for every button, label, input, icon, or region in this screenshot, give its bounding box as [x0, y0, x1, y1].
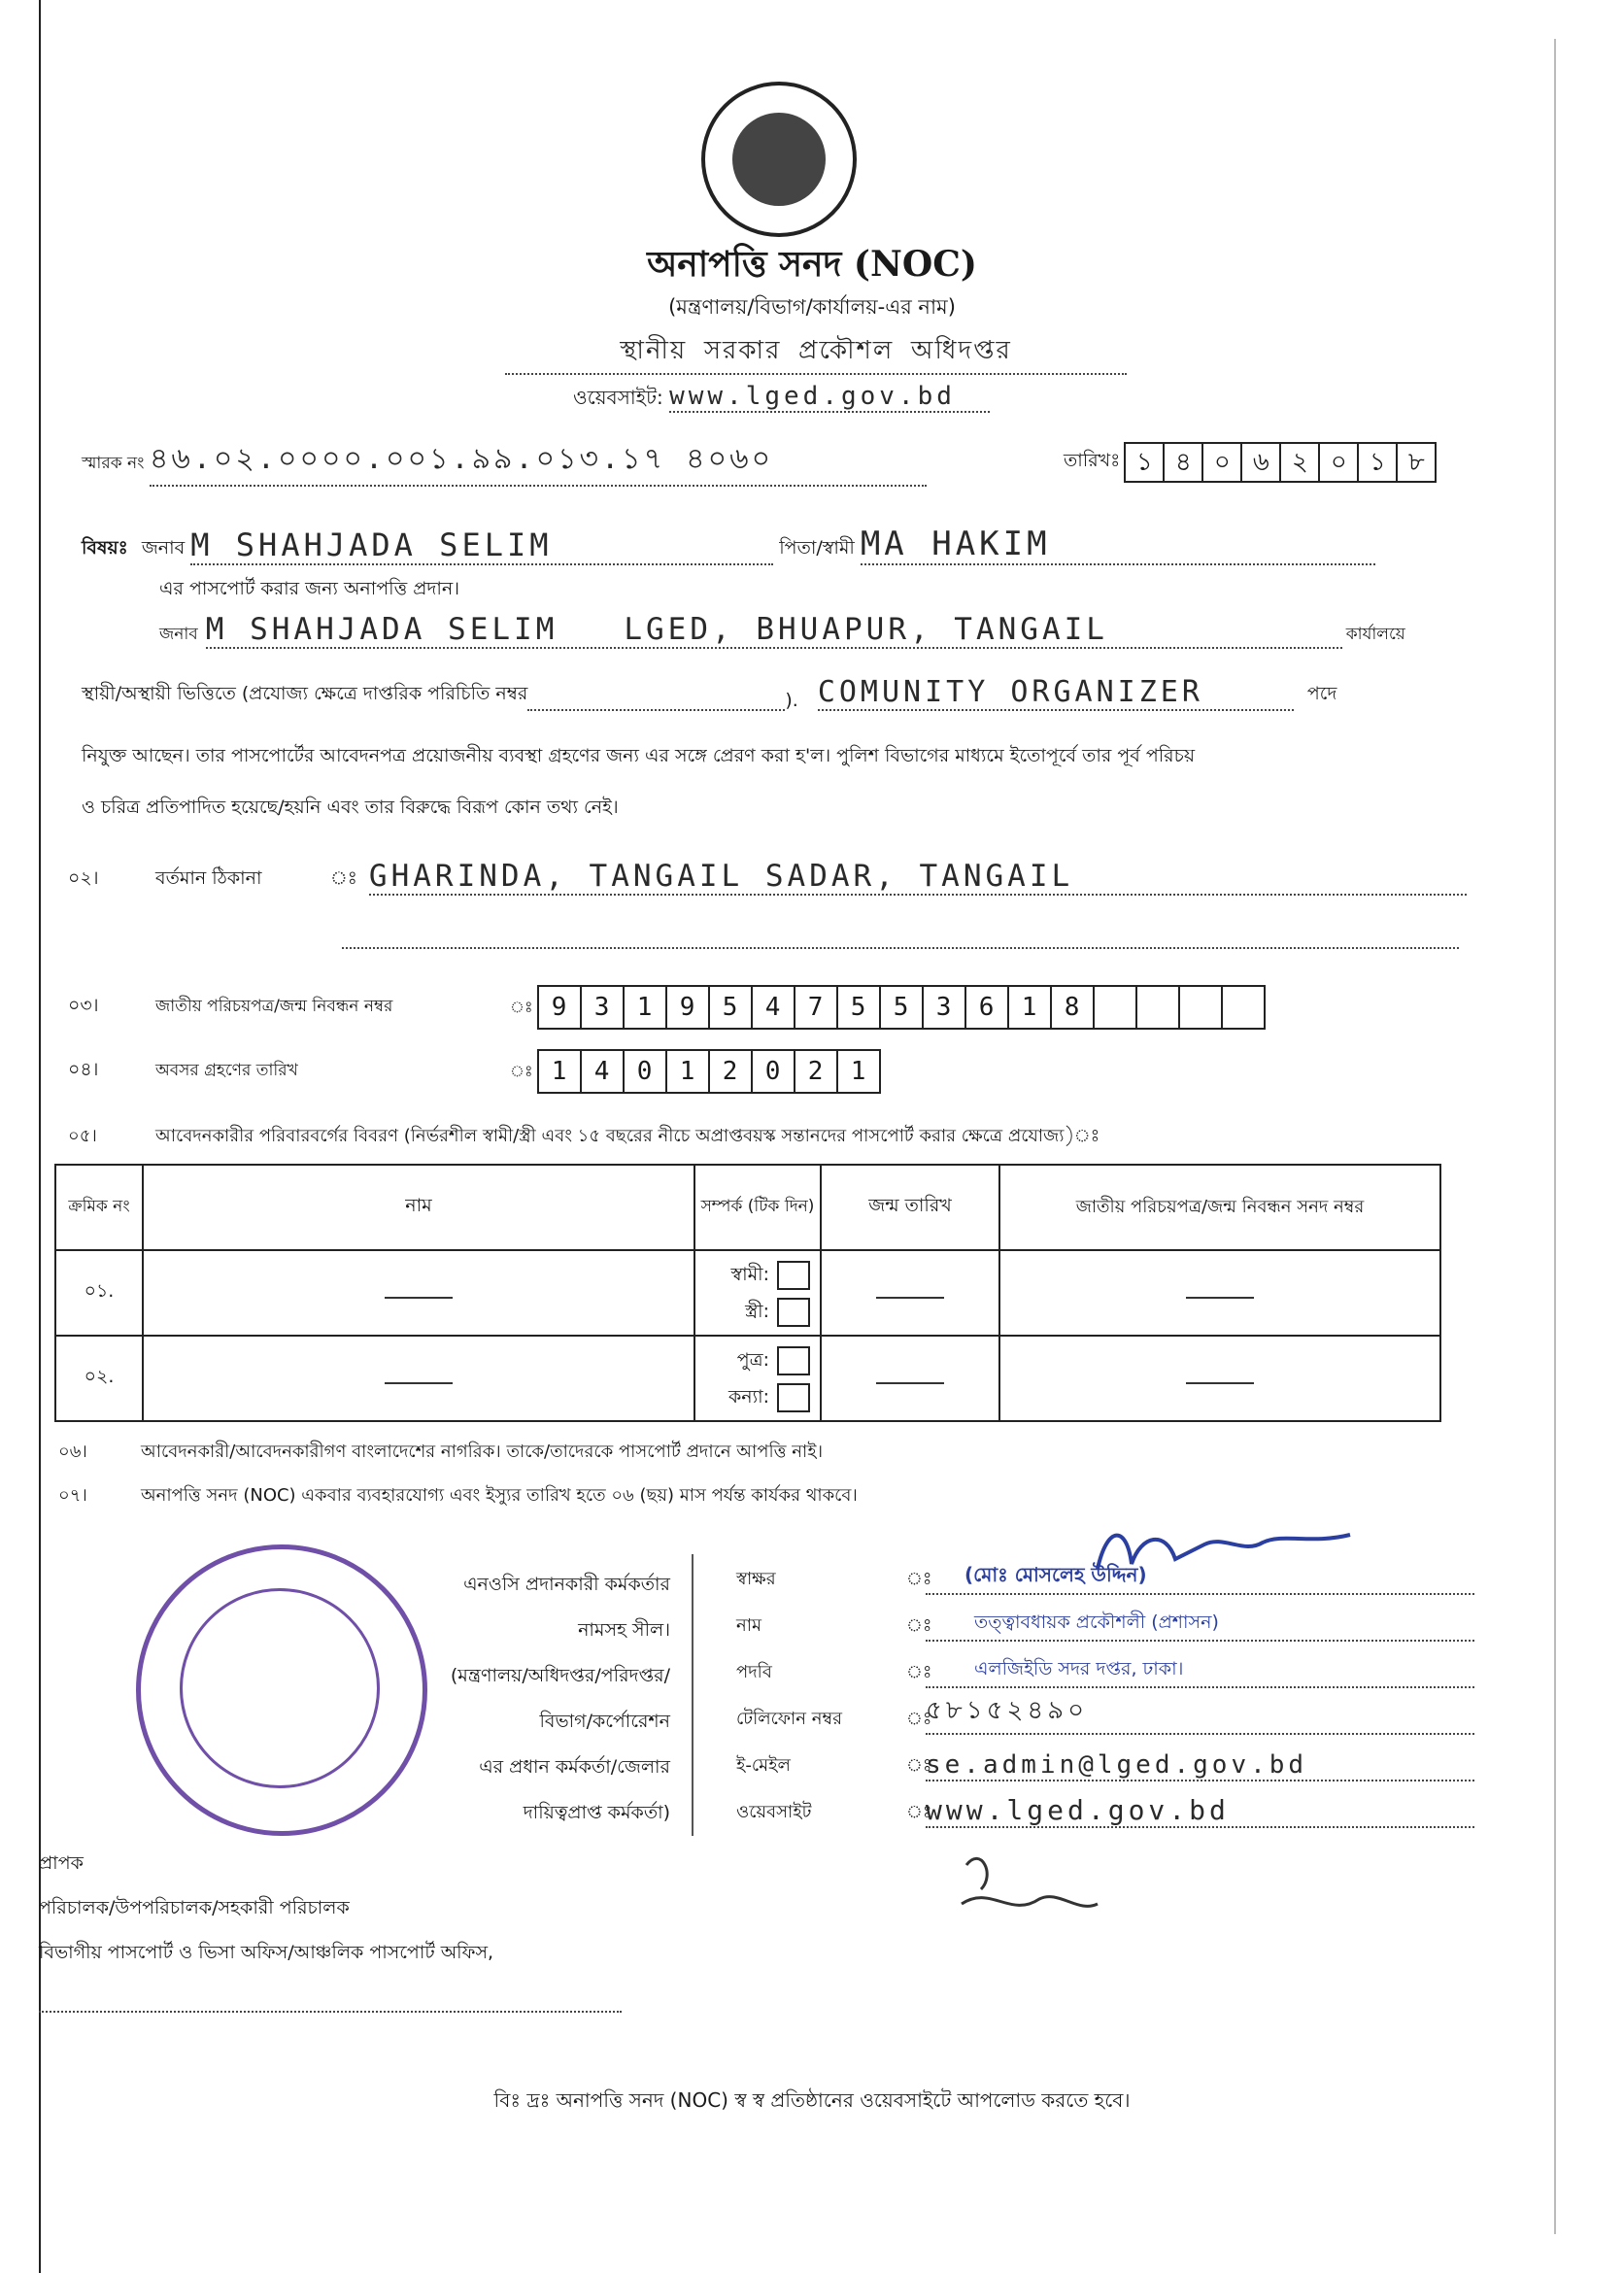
- retirement-digit-box: 1: [537, 1049, 582, 1094]
- field-label: ই-মেইল: [736, 1755, 791, 1776]
- empty-dash: [876, 1297, 944, 1299]
- item-04-row: [68, 1049, 881, 1094]
- recipient-block: [39, 1841, 493, 1975]
- field-value: se.admin@lged.gov.bd: [926, 1750, 1474, 1781]
- nid-digit-box: [1093, 985, 1137, 1030]
- item-03-colon: ঃ: [510, 997, 533, 1016]
- recipient-label: প্রাপক: [39, 1852, 84, 1874]
- col-name-header: নাম: [143, 1165, 694, 1250]
- item-07-text: অনাপত্তি সনদ (NOC) একবার ব্যবহারযোগ্য এবং ইস্যুর তারিখ হতে ০৬ (ছয়) মাস পর্যন্ত কার্যকর থাকবে।: [141, 1485, 858, 1506]
- item-05-number: ০৫।: [68, 1126, 97, 1146]
- retirement-digit-box: 2: [708, 1049, 753, 1094]
- signatory-line: এনওসি প্রদানকারী কর্মকর্তার: [463, 1574, 670, 1595]
- date-digit-box: ৮: [1396, 442, 1437, 483]
- nid-digit-box: 5: [879, 985, 924, 1030]
- wife-checkbox[interactable]: [777, 1298, 810, 1327]
- document-title: অনাপত্তি সনদ (NOC): [647, 244, 977, 285]
- nid-digit-box: 1: [1007, 985, 1052, 1030]
- retirement-digit-box: 4: [580, 1049, 625, 1094]
- retirement-digit-box: 1: [665, 1049, 710, 1094]
- item-05-label: আবেদনকারীর পরিবারবর্গের বিবরণ (নির্ভরশীল স্বামী/স্ত্রী এবং ১৫ বছরের নীচে অপ্রাপ্তবয়স্ক সন্তানদের পাসপোর্ট করার ক্ষেত্রে প্রযোজ্য)ঃ: [155, 1126, 1100, 1146]
- designation-row: পদবি ঃ এলজিইডি সদর দপ্তর, ঢাকা।: [736, 1642, 1474, 1688]
- body-name-office: M SHAHJADA SELIM LGED, BHUAPUR, TANGAIL: [206, 612, 1342, 649]
- signatory-caption: [389, 1562, 670, 1836]
- field-label: নাম: [736, 1615, 761, 1636]
- footer-note: বিঃ দ্রঃ অনাপত্তি সনদ (NOC) স্ব স্ব প্রতিষ্ঠানের ওয়েবসাইটে আপলোড করতে হবে।: [493, 2088, 1131, 2112]
- nid-digit-box: 5: [836, 985, 881, 1030]
- relation-wife-label: স্ত্রী:: [745, 1301, 769, 1322]
- nid-digit-box: 9: [665, 985, 710, 1030]
- item-02-colon: ঃ: [330, 867, 357, 889]
- daughter-checkbox[interactable]: [777, 1383, 810, 1412]
- government-seal-icon: [701, 82, 857, 237]
- signatory-fields: [736, 1548, 1474, 1828]
- relation-son-label: পুত্র:: [736, 1349, 769, 1371]
- retirement-digit-box: 2: [794, 1049, 838, 1094]
- item-04-number: ০৪।: [68, 1059, 99, 1080]
- subject-row: [82, 525, 1375, 565]
- item-04-colon: ঃ: [510, 1061, 533, 1080]
- husband-checkbox[interactable]: [777, 1261, 810, 1290]
- relation-husband-label: স্বামী:: [730, 1264, 769, 1285]
- office-name-handwritten: স্থানীয় সরকার প্রকৌশল অধিদপ্তর: [505, 330, 1127, 375]
- subject-line2: এর পাসপোর্ট করার জন্য অনাপত্তি প্রদান।: [159, 578, 460, 599]
- website-row: [573, 382, 990, 416]
- nid-boxes: [539, 985, 1266, 1030]
- body-mr: জনাব: [159, 625, 198, 644]
- nid-digit-box: 8: [1050, 985, 1095, 1030]
- item-03-row: [68, 985, 1266, 1030]
- field-value: (মোঃ মোসলেহ উদ্দিন): [926, 1561, 1474, 1595]
- item-03-label: জাতীয় পরিচয়পত্র/জন্ম নিবন্ধন নম্বর: [155, 997, 393, 1016]
- office-suffix: কার্যালয়ে: [1345, 625, 1405, 644]
- signatory-line: (মন্ত্রণালয়/অধিদপ্তর/পরিদপ্তর/: [450, 1665, 670, 1686]
- row-serial: ০২.: [55, 1336, 143, 1421]
- basis-number-blank: [527, 709, 785, 711]
- row-serial: ০১.: [55, 1250, 143, 1336]
- signature-row: স্বাক্ষর ঃ (মোঃ মোসলেহ উদ্দিন): [736, 1548, 1474, 1595]
- item-02-blank-line: [342, 947, 1459, 949]
- nid-digit-box: 9: [537, 985, 582, 1030]
- date-digit-box: ১: [1124, 442, 1165, 483]
- signatory-line: বিভাগ/কর্পোরেশন: [539, 1711, 670, 1732]
- body-paragraph-2: ও চরিত্র প্রতিপাদিত হয়েছে/হয়নি এবং তার বিরুদ্ধে বিরূপ কোন তথ্য নেই।: [82, 797, 619, 818]
- subject-mr: জনাব: [141, 537, 186, 559]
- father-label: পিতা/স্বামী: [779, 537, 855, 559]
- designation-value: COMUNITY ORGANIZER: [818, 675, 1294, 711]
- memo-label: স্মারক নং: [82, 454, 145, 473]
- table-row: [55, 1250, 1440, 1336]
- nid-digit-box: 5: [708, 985, 753, 1030]
- basis-text: স্থায়ী/অস্থায়ী ভিত্তিতে (প্রযোজ্য ক্ষেত্রে দাপ্তরিক পরিচিতি নম্বর: [82, 683, 528, 704]
- item-05-row: [68, 1122, 1100, 1152]
- document-subtitle: (মন্ত্রণালয়/বিভাগ/কার্যালয়-এর নাম): [668, 295, 956, 319]
- empty-dash: [1186, 1382, 1254, 1384]
- nid-digit-box: 6: [964, 985, 1009, 1030]
- field-value: এলজিইডি সদর দপ্তর, ঢাকা।: [926, 1655, 1474, 1688]
- recipient-line-1: পরিচালক/উপপরিচালক/সহকারী পরিচালক: [39, 1897, 350, 1918]
- basis-row: [82, 675, 1336, 711]
- signatory-line: নামসহ সীল।: [578, 1619, 670, 1641]
- date-digit-box: ০: [1201, 442, 1242, 483]
- retirement-date-boxes: [539, 1049, 881, 1094]
- relation-daughter-label: কন্যা:: [727, 1386, 769, 1408]
- basis-end: ).: [785, 690, 798, 711]
- table-row: [55, 1336, 1440, 1421]
- nid-digit-box: 3: [922, 985, 966, 1030]
- item-06-row: [58, 1438, 823, 1468]
- name-row: নাম ঃ তত্ত্বাবধায়ক প্রকৌশলী (প্রশাসন): [736, 1595, 1474, 1642]
- recipient-blank-line: [39, 2011, 622, 2013]
- memo-row: [82, 435, 927, 487]
- retirement-digit-box: 0: [623, 1049, 667, 1094]
- field-label: পদবি: [736, 1662, 772, 1682]
- subject-label: বিষয়ঃ: [82, 537, 128, 559]
- nid-digit-box: 7: [794, 985, 838, 1030]
- item-07-row: [58, 1481, 858, 1511]
- signatory-line: এর প্রধান কর্মকর্তা/জেলার: [479, 1756, 670, 1778]
- item-04-label: অবসর গ্রহণের তারিখ: [155, 1061, 298, 1080]
- signatory-divider: [692, 1554, 694, 1836]
- date-digit-box: ৬: [1240, 442, 1281, 483]
- phone-row: টেলিফোন নম্বর ঃ ৫৮১৫২৪৯০: [736, 1688, 1474, 1735]
- item-06-number: ০৬।: [58, 1442, 87, 1462]
- recipient-line-2: বিভাগীয় পাসপোর্ট ও ভিসা অফিস/আঞ্চলিক পাসপোর্ট অফিস,: [39, 1942, 494, 1963]
- item-02-value: GHARINDA, TANGAIL SADAR, TANGAIL: [369, 859, 1467, 896]
- email-row: ই-মেইল ঃ se.admin@lged.gov.bd: [736, 1735, 1474, 1781]
- office-stamp-icon: [136, 1544, 427, 1836]
- designation-suffix: পদে: [1306, 683, 1337, 704]
- date-digit-box: ২: [1279, 442, 1320, 483]
- date-label: তারিখঃ: [1064, 450, 1121, 471]
- retirement-digit-box: 1: [836, 1049, 881, 1094]
- retirement-digit-box: 0: [751, 1049, 795, 1094]
- field-label: টেলিফোন নম্বর: [736, 1709, 842, 1729]
- nid-digit-box: 4: [751, 985, 795, 1030]
- website-label: ওয়েবসাইট:: [573, 386, 663, 409]
- nid-digit-box: [1221, 985, 1266, 1030]
- date-boxes: [1126, 442, 1437, 483]
- item-02-row: [68, 859, 1467, 896]
- son-checkbox[interactable]: [777, 1346, 810, 1375]
- item-07-number: ০৭।: [58, 1485, 87, 1506]
- item-02-number: ০২।: [68, 867, 99, 889]
- col-serial-header: ক্রমিক নং: [55, 1165, 143, 1250]
- nid-digit-box: 3: [580, 985, 625, 1030]
- nid-digit-box: 1: [623, 985, 667, 1030]
- initial-signature-icon: [952, 1846, 1107, 1933]
- date-digit-box: ১: [1357, 442, 1398, 483]
- date-digit-box: ৪: [1163, 442, 1203, 483]
- subject-name: M SHAHJADA SELIM: [190, 526, 773, 565]
- field-label: ওয়েবসাইট: [736, 1802, 812, 1822]
- family-table: [54, 1164, 1441, 1422]
- field-value: ৫৮১৫২৪৯০: [926, 1690, 1474, 1735]
- memo-value: ৪৬.০২.০০০০.০০১.৯৯.০১৩.১৭ ৪০৬০: [150, 435, 927, 487]
- body-name-row: [159, 612, 1405, 649]
- empty-dash: [876, 1382, 944, 1384]
- family-table-header: [55, 1165, 1440, 1250]
- item-03-number: ০৩।: [68, 995, 99, 1016]
- nid-digit-box: [1135, 985, 1180, 1030]
- website-row: ওয়েবসাইট ঃ www.lged.gov.bd: [736, 1781, 1474, 1828]
- field-label: স্বাক্ষর: [736, 1569, 776, 1589]
- father-name: MA HAKIM: [861, 525, 1375, 565]
- date-row: [1064, 442, 1437, 483]
- col-relation-header: সম্পর্ক (টিক দিন): [694, 1165, 821, 1250]
- website-value: www.lged.gov.bd: [669, 382, 990, 413]
- field-value: www.lged.gov.bd: [926, 1794, 1474, 1828]
- date-digit-box: ০: [1318, 442, 1359, 483]
- signatory-line: দায়িত্বপ্রাপ্ত কর্মকর্তা): [523, 1802, 670, 1823]
- col-dob-header: জন্ম তারিখ: [821, 1165, 999, 1250]
- signature-icon: [1088, 1515, 1360, 1583]
- body-paragraph-1: নিযুক্ত আছেন। তার পাসপোর্টের আবেদনপত্র প্রয়োজনীয় ব্যবস্থা গ্রহণের জন্য এর সঙ্গে প্রেরণ করা হ'ল। পুলিশ বিভাগের মাধ্যমে ইতোপূর্বে তার পূর্ব পরিচয়: [82, 745, 1196, 766]
- page-right-edge: [1554, 39, 1556, 2234]
- nid-digit-box: [1178, 985, 1223, 1030]
- empty-dash: [385, 1297, 453, 1299]
- empty-dash: [1186, 1297, 1254, 1299]
- empty-dash: [385, 1382, 453, 1384]
- item-02-label: বর্তমান ঠিকানা: [155, 867, 262, 889]
- item-06-text: আবেদনকারী/আবেদনকারীগণ বাংলাদেশের নাগরিক। তাকে/তাদেরকে পাসপোর্ট প্রদানে আপত্তি নাই।: [141, 1442, 824, 1462]
- col-nid-header: জাতীয় পরিচয়পত্র/জন্ম নিবন্ধন সনদ নম্বর: [999, 1165, 1440, 1250]
- field-value: তত্ত্বাবধায়ক প্রকৌশলী (প্রশাসন): [926, 1609, 1474, 1642]
